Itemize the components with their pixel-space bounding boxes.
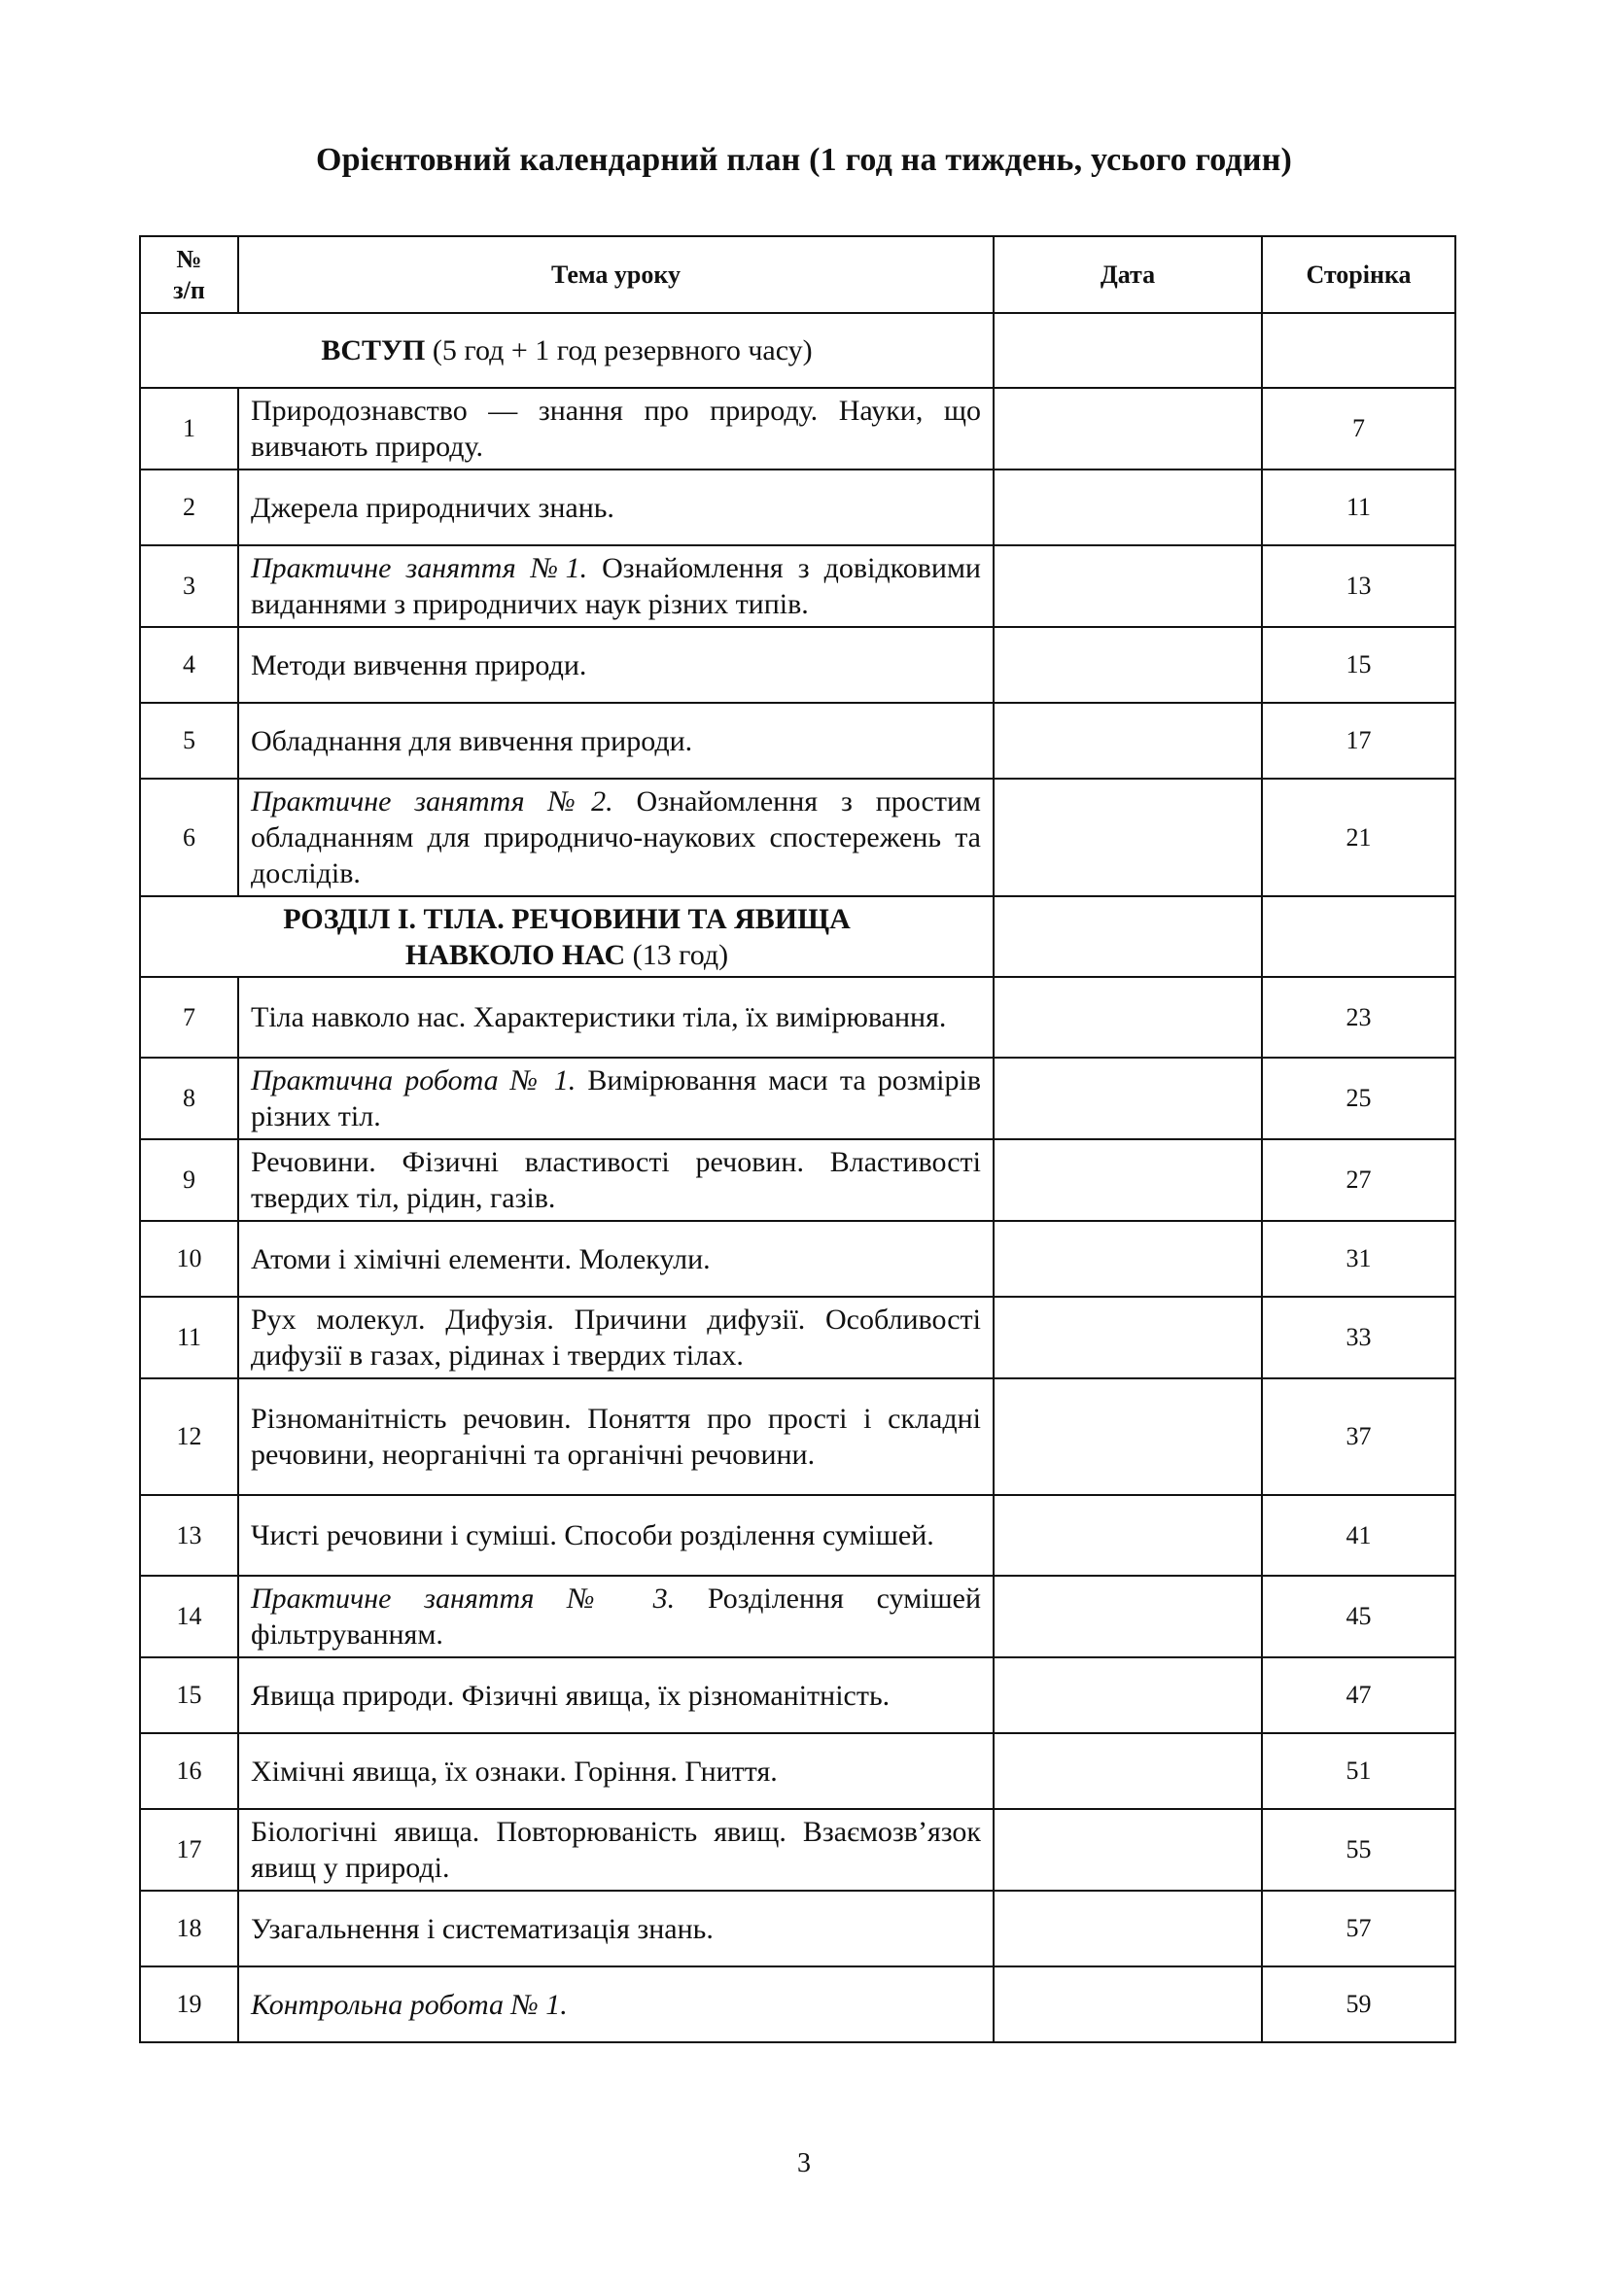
row-number: 7 — [140, 977, 238, 1058]
table-row — [140, 627, 1455, 703]
date-cell — [994, 779, 1262, 896]
row-number: 4 — [140, 627, 238, 703]
page-ref: 55 — [1262, 1809, 1455, 1891]
date-cell — [994, 1495, 1262, 1576]
table-row — [140, 1495, 1455, 1576]
lesson-topic — [238, 1058, 994, 1139]
section-title-intro — [140, 313, 994, 388]
page-ref: 13 — [1262, 545, 1455, 627]
date-cell — [994, 627, 1262, 703]
table-row — [140, 1297, 1455, 1378]
lesson-topic-italic: Практичне заняття №1. — [251, 552, 588, 584]
page-ref: 11 — [1262, 470, 1455, 545]
lesson-topic — [238, 1576, 994, 1657]
page-cell — [1262, 896, 1455, 977]
lesson-topic — [238, 388, 994, 470]
section-title-bold: ВСТУП — [321, 334, 426, 366]
page-title: Орієнтовний календарний план (1 год на тиждень, усього годин) — [315, 142, 1293, 178]
row-number: 5 — [140, 703, 238, 779]
page-ref: 57 — [1262, 1891, 1455, 1966]
row-number: 17 — [140, 1809, 238, 1891]
lesson-topic — [238, 1891, 994, 1966]
lesson-topic-italic: Практичне заняття № 3. — [251, 1583, 676, 1615]
table-row — [140, 1139, 1455, 1221]
table-row — [140, 1733, 1455, 1809]
table-row — [140, 545, 1455, 627]
section-title-rest: (13 год) — [625, 938, 729, 971]
page-ref: 25 — [1262, 1058, 1455, 1139]
table-row — [140, 1576, 1455, 1657]
date-cell — [994, 1657, 1262, 1733]
lesson-topic-text: Ознайомлення з довідковими виданнями з природничих наук різних типів. — [251, 552, 981, 620]
table-row — [140, 1221, 1455, 1297]
table-row — [140, 779, 1455, 896]
lesson-topic-text: Чисті речовини і суміші. Способи розділення сумішей. — [251, 1519, 934, 1551]
lesson-topic-italic: Практичне заняття №2. — [251, 785, 613, 818]
date-cell — [994, 313, 1262, 388]
header-date: Дата — [994, 236, 1262, 313]
lesson-topic-text: Обладнання для вивчення природи. — [251, 724, 693, 757]
lesson-topic — [238, 627, 994, 703]
row-number: 12 — [140, 1378, 238, 1495]
page-ref: 51 — [1262, 1733, 1455, 1809]
lesson-topic-text: Узагальнення і систематизація знань. — [251, 1912, 714, 1945]
lesson-topic-text: Хімічні явища, їх ознаки. Горіння. Гниття. — [251, 1755, 778, 1788]
date-cell — [994, 388, 1262, 470]
table-row — [140, 977, 1455, 1058]
lesson-topic — [238, 1378, 994, 1495]
page-cell — [1262, 313, 1455, 388]
row-number: 2 — [140, 470, 238, 545]
row-number: 9 — [140, 1139, 238, 1221]
row-number: 3 — [140, 545, 238, 627]
lesson-topic-italic: Контрольна робота № 1. — [251, 1988, 568, 2021]
date-cell — [994, 545, 1262, 627]
date-cell — [994, 1221, 1262, 1297]
lesson-topic-text: Вимірювання маси та розмірів різних тіл. — [251, 1064, 982, 1132]
lesson-topic-text: Рух молекул. Дифузія. Причини дифузії. Особливості дифузії в газах, рідинах і твердих тілах. — [251, 1304, 981, 1372]
date-cell — [994, 1733, 1262, 1809]
date-cell — [994, 470, 1262, 545]
lesson-topic — [238, 1733, 994, 1809]
row-number: 1 — [140, 388, 238, 470]
table-row — [140, 1058, 1455, 1139]
page-ref: 41 — [1262, 1495, 1455, 1576]
lesson-topic — [238, 1139, 994, 1221]
lesson-topic-text: Атоми і хімічні елементи. Молекули. — [251, 1242, 711, 1275]
section-row — [140, 313, 1455, 388]
page-ref: 45 — [1262, 1576, 1455, 1657]
table-row — [140, 470, 1455, 545]
table-row — [140, 1657, 1455, 1733]
page-ref: 7 — [1262, 388, 1455, 470]
table-row — [140, 388, 1455, 470]
lesson-topic — [238, 1495, 994, 1576]
lesson-topic-text: Методи вивчення природи. — [251, 648, 587, 681]
date-cell — [994, 703, 1262, 779]
date-cell — [994, 977, 1262, 1058]
date-cell — [994, 896, 1262, 977]
page-ref: 27 — [1262, 1139, 1455, 1221]
date-cell — [994, 1378, 1262, 1495]
lesson-topic — [238, 779, 994, 896]
lesson-topic-text: Різноманітність речовин. Поняття про прості і складні речовини, неорганічні та органічні речовини. — [251, 1403, 981, 1471]
lesson-topic-text: Природознавство — знання про природу. Науки, що вивчають природу. — [251, 395, 981, 463]
table-row — [140, 1378, 1455, 1495]
page-ref: 17 — [1262, 703, 1455, 779]
section-row — [140, 896, 1455, 977]
table-body — [140, 313, 1455, 2042]
section-title-part1 — [140, 896, 994, 977]
lesson-topic-text: Речовини. Фізичні властивості речовин. Властивості твердих тіл, рідин, газів. — [251, 1146, 981, 1214]
table-header-row — [140, 236, 1455, 313]
row-number: 11 — [140, 1297, 238, 1378]
row-number: 16 — [140, 1733, 238, 1809]
date-cell — [994, 1576, 1262, 1657]
header-topic: Тема уроку — [238, 236, 994, 313]
lesson-topic-text: Біологічні явища. Повторюваність явищ. Взаємозв’язок явищ у природі. — [251, 1816, 981, 1884]
lesson-topic-text: Тіла навколо нас. Характеристики тіла, їх вимірювання. — [251, 1001, 947, 1033]
table-row — [140, 1966, 1455, 2042]
lesson-topic-text: Явища природи. Фізичні явища, їх різноманітність. — [251, 1679, 891, 1712]
lesson-topic-text: Джерела природничих знань. — [251, 491, 614, 524]
lesson-topic — [238, 1966, 994, 2042]
date-cell — [994, 1809, 1262, 1891]
page-ref: 31 — [1262, 1221, 1455, 1297]
section-title-rest: (5 год + 1 год резервного часу) — [425, 334, 813, 366]
table-row — [140, 703, 1455, 779]
page-ref: 21 — [1262, 779, 1455, 896]
section-title-bold-line2: НАВКОЛО НАС — [404, 938, 626, 971]
row-number: 19 — [140, 1966, 238, 2042]
page-ref: 37 — [1262, 1378, 1455, 1495]
lesson-topic — [238, 1657, 994, 1733]
row-number: 15 — [140, 1657, 238, 1733]
page-number: 3 — [797, 2148, 811, 2178]
header-number — [140, 236, 238, 313]
lesson-topic — [238, 545, 994, 627]
table-row — [140, 1809, 1455, 1891]
row-number: 14 — [140, 1576, 238, 1657]
lesson-topic — [238, 703, 994, 779]
row-number: 18 — [140, 1891, 238, 1966]
section-title-bold-line1: РОЗДІЛ І. ТІЛА. РЕЧОВИНИ ТА ЯВИЩА — [283, 902, 851, 935]
row-number: 10 — [140, 1221, 238, 1297]
page-ref: 15 — [1262, 627, 1455, 703]
header-number-symbol: № — [176, 244, 202, 273]
page-ref: 23 — [1262, 977, 1455, 1058]
table-row — [140, 1891, 1455, 1966]
lesson-topic-italic: Практична робота № 1. — [251, 1064, 577, 1096]
lesson-topic — [238, 1809, 994, 1891]
header-page: Сторінка — [1262, 236, 1455, 313]
date-cell — [994, 1058, 1262, 1139]
lesson-topic-text: Розділення сумішей фільтруванням. — [251, 1583, 981, 1651]
row-number: 8 — [140, 1058, 238, 1139]
date-cell — [994, 1891, 1262, 1966]
date-cell — [994, 1966, 1262, 2042]
row-number: 6 — [140, 779, 238, 896]
page-ref: 59 — [1262, 1966, 1455, 2042]
calendar-plan-table — [139, 235, 1456, 2043]
lesson-topic-text: Ознайомлення з простим обладнанням для природничо-наукових спостережень та дослідів. — [251, 785, 982, 889]
row-number: 13 — [140, 1495, 238, 1576]
date-cell — [994, 1139, 1262, 1221]
lesson-topic — [238, 977, 994, 1058]
lesson-topic — [238, 470, 994, 545]
page-ref: 33 — [1262, 1297, 1455, 1378]
lesson-topic — [238, 1297, 994, 1378]
date-cell — [994, 1297, 1262, 1378]
header-number-abbr: з/п — [173, 275, 205, 304]
page-ref: 47 — [1262, 1657, 1455, 1733]
lesson-topic — [238, 1221, 994, 1297]
